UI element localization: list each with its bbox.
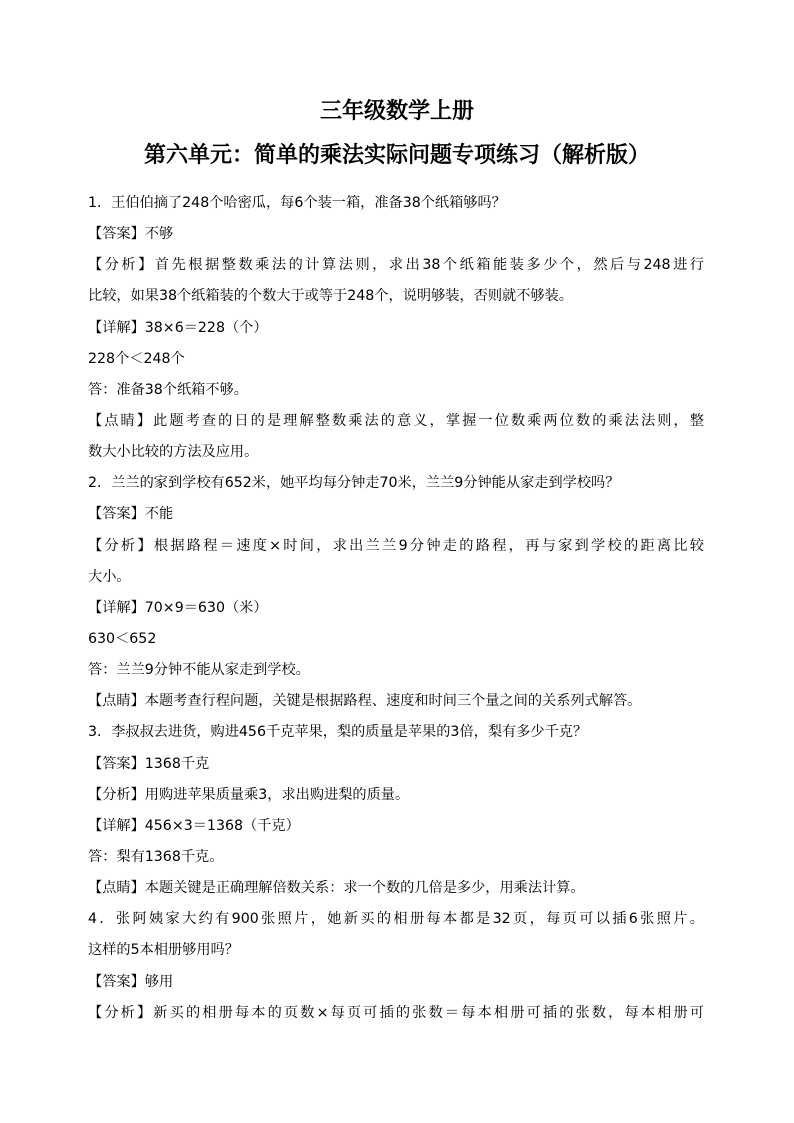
question-1-analysis: 【分析】首先根据整数乘法的计算法则，求出38个纸箱能装多少个，然后与248进行 <box>88 257 704 274</box>
question-2-analysis-cont: 大小。 <box>88 568 131 585</box>
question-1-text: 1．王伯伯摘了248个哈密瓜，每6个装一箱，准备38个纸箱够吗？ <box>88 195 506 211</box>
question-1-comment-cont: 数大小比较的方法及应用。 <box>88 444 259 461</box>
question-1-reply: 答：准备38个纸箱不够。 <box>88 381 248 398</box>
question-2-comparison: 630＜652 <box>88 630 157 647</box>
question-1-detail: 【详解】38×6＝228（个） <box>88 319 268 336</box>
question-2-analysis: 【分析】根据路程＝速度×时间，求出兰兰9分钟走的路程，再与家到学校的距离比较 <box>88 537 704 554</box>
question-3-reply: 答：梨有1368千克。 <box>88 848 224 865</box>
question-1-analysis-cont: 比较，如果38个纸箱装的个数大于或等于248个，说明够装，否则就不够装。 <box>88 288 573 305</box>
question-4-text-cont: 这样的5本相册够用吗？ <box>88 942 239 959</box>
document-subtitle: 第六单元：简单的乘法实际问题专项练习（解析版） <box>143 143 650 168</box>
question-4-answer: 【答案】够用 <box>88 973 174 990</box>
question-4-text: 4．张阿姨家大约有900张照片，她新买的相册每本都是32页，每页可以插6张照片。 <box>88 911 704 928</box>
question-2-detail: 【详解】70×9＝630（米） <box>88 599 268 616</box>
question-1-answer: 【答案】不够 <box>88 226 174 243</box>
question-2-text: 2．兰兰的家到学校有652米，她平均每分钟走70米，兰兰9分钟能从家走到学校吗？ <box>88 475 620 492</box>
question-3-text: 3．李叔叔去进货，购进456千克苹果，梨的质量是苹果的3倍，梨有多少千克？ <box>88 724 588 741</box>
question-3-analysis: 【分析】用购进苹果质量乘3，求出购进梨的质量。 <box>88 786 410 803</box>
question-1-comparison: 228个＜248个 <box>88 350 185 367</box>
question-2-comment: 【点睛】本题考查行程问题，关键是根据路程、速度和时间三个量之间的关系列式解答。 <box>88 693 642 710</box>
question-2-answer: 【答案】不能 <box>88 506 174 523</box>
document-body <box>88 188 704 1029</box>
question-4-analysis: 【分析】新买的相册每本的页数×每页可插的张数＝每本相册可插的张数，每本相册可 <box>88 1004 704 1021</box>
question-3-comment: 【点睛】本题关键是正确理解倍数关系：求一个数的几倍是多少，用乘法计算。 <box>88 880 585 897</box>
question-1-comment: 【点睛】此题考查的日的是理解整数乘法的意义，掌握一位数乘两位数的乘法法则，整 <box>88 412 704 429</box>
question-3-detail: 【详解】456×3＝1368（千克） <box>88 817 300 834</box>
question-2-reply: 答：兰兰9分钟不能从家走到学校。 <box>88 662 310 679</box>
document-title: 三年级数学上册 <box>319 99 474 124</box>
question-3-answer: 【答案】1368千克 <box>88 755 210 772</box>
